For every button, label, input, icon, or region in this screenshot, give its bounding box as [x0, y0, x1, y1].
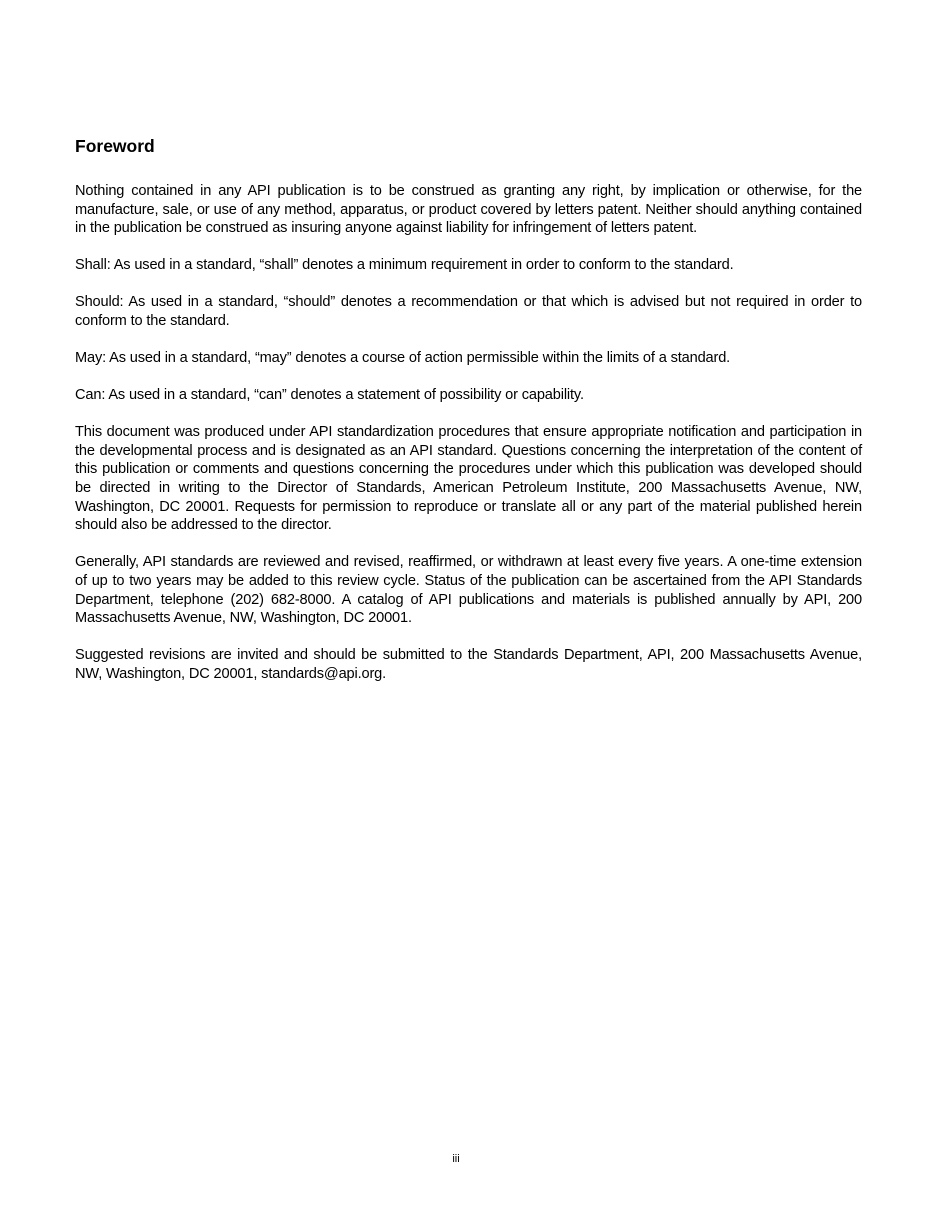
paragraph-suggested-revisions: Suggested revisions are invited and should be submitted to the Standards Department, API, 200 Massachusetts Avenue, NW, Washington, DC 20001, standards@api.org.: [75, 647, 862, 682]
paragraph-patent-disclaimer: Nothing contained in any API publication is to be construed as granting any right, by implication or otherwise, for the manufacture, sale, or use of any method, apparatus, or product covered by letters patent. Neither should anything contained in the publication be construed as insuring anyone against liability for infringement of letters patent.: [75, 183, 862, 237]
paragraph-review-cycle: Generally, API standards are reviewed and revised, reaffirmed, or withdrawn at least every five years. A one-time extension of up to two years may be added to this review cycle. Status of the publication can be ascertained from the API Standards Department, telephone (202) 682-8000. A catalog of API publications and materials is published annually by API, 200 Massachusetts Avenue, NW, Washington, DC 20001.: [75, 554, 862, 627]
paragraph-can-definition: Can: As used in a standard, “can” denotes a statement of possibility or capability.: [75, 387, 584, 404]
paragraph-should-definition: Should: As used in a standard, “should” denotes a recommendation or that which is advised but not required in order to conform to the standard.: [75, 294, 862, 329]
foreword-body: [75, 182, 862, 702]
paragraph-may-definition: May: As used in a standard, “may” denotes a course of action permissible within the limits of a standard.: [75, 350, 731, 367]
page-title: Foreword: [75, 136, 155, 156]
paragraph-standardization-procedures: This document was produced under API standardization procedures that ensure appropriate notification and participation in the developmental process and is designated as an API standard. Questions concerning the interpretation of the content of this publication or comments and questions concerning the procedures under which this publication was developed should be directed in writing to the Director of Standards, American Petroleum Institute, 200 Massachusetts Avenue, NW, Washington, DC 20001. Requests for permission to reproduce or translate all or any part of the material published herein should also be addressed to the director.: [75, 424, 862, 534]
page-number: iii: [452, 1153, 460, 1165]
paragraph-shall-definition: Shall: As used in a standard, “shall” denotes a minimum requirement in order to conform to the standard.: [75, 257, 734, 274]
